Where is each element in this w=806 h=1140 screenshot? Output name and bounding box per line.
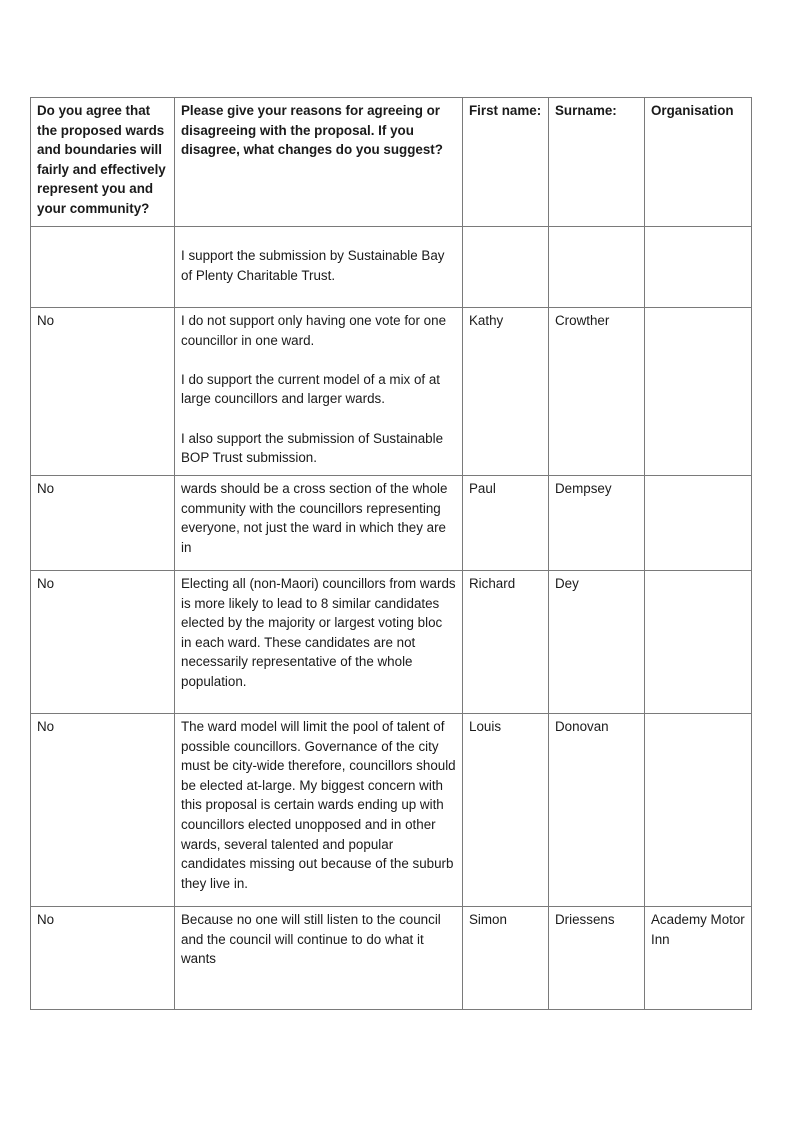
agree-cell: No: [31, 571, 175, 714]
reasons-cell: [175, 308, 463, 476]
reasons-cell: [175, 907, 463, 1010]
submissions-table: [30, 97, 752, 1010]
table-row: [31, 714, 752, 907]
organisation-cell: [645, 227, 752, 308]
first-name-cell: Richard: [463, 571, 549, 714]
surname-cell: Donovan: [549, 714, 645, 907]
agree-cell: No: [31, 308, 175, 476]
reason-paragraph: I do support the current model of a mix of at large councillors and larger wards.: [181, 371, 441, 407]
table-row: [31, 907, 752, 1010]
agree-cell: No: [31, 714, 175, 907]
table-row: [31, 571, 752, 714]
surname-cell: Dempsey: [549, 476, 645, 571]
reason-paragraph: I do not support only having one vote for one councillor in one ward.: [181, 313, 447, 348]
table-row: [31, 308, 752, 476]
reason-paragraph: I also support the submission of Sustainable BOP Trust submission.: [181, 430, 444, 466]
header-surname: Surname:: [549, 98, 645, 227]
organisation-cell: [645, 571, 752, 714]
table-row: [31, 227, 752, 308]
first-name-cell: Simon: [463, 907, 549, 1010]
header-reasons: Please give your reasons for agreeing or disagreeing with the proposal. If you disagree, what changes do you suggest?: [175, 98, 463, 227]
reasons-cell: [175, 476, 463, 571]
header-first-name: First name:: [463, 98, 549, 227]
reasons-cell: [175, 227, 463, 308]
first-name-cell: Paul: [463, 476, 549, 571]
reason-paragraph: The ward model will limit the pool of talent of possible councillors. Governance of the city must be city-wide therefore, councillors should be elected at-large. My biggest concern with this proposal is certain wards ending up with councillors elected unopposed and in other wards, several talented and popular candidates missing out because of the suburb they live in.: [181, 719, 456, 891]
first-name-cell: Kathy: [463, 308, 549, 476]
reason-paragraph: Electing all (non-Maori) councillors from wards is more likely to lead to 8 similar candidates elected by the majority or largest voting bloc in each ward. These candidates are not necessarily representative of the whole population.: [181, 576, 456, 689]
organisation-cell: [645, 476, 752, 571]
header-agree: Do you agree that the proposed wards and boundaries will fairly and effectively represent you and your community?: [31, 98, 175, 227]
agree-cell: No: [31, 907, 175, 1010]
first-name-cell: Louis: [463, 714, 549, 907]
organisation-cell: [645, 308, 752, 476]
agree-cell: [31, 227, 175, 308]
surname-cell: Dey: [549, 571, 645, 714]
first-name-cell: [463, 227, 549, 308]
surname-cell: Driessens: [549, 907, 645, 1010]
surname-cell: Crowther: [549, 308, 645, 476]
surname-cell: [549, 227, 645, 308]
organisation-cell: Academy Motor Inn: [645, 907, 752, 1010]
header-row: [31, 98, 752, 227]
reason-paragraph: I support the submission by Sustainable Bay of Plenty Charitable Trust.: [181, 248, 445, 283]
reasons-cell: [175, 571, 463, 714]
header-organisation: Organisation: [645, 98, 752, 227]
reason-paragraph: wards should be a cross section of the whole community with the councillors representing everyone, not just the ward in which they are in: [181, 481, 448, 555]
reason-paragraph: Because no one will still listen to the council and the council will continue to do what it wants: [181, 912, 441, 967]
organisation-cell: [645, 714, 752, 907]
table-row: [31, 476, 752, 571]
reasons-cell: [175, 714, 463, 907]
agree-cell: No: [31, 476, 175, 571]
